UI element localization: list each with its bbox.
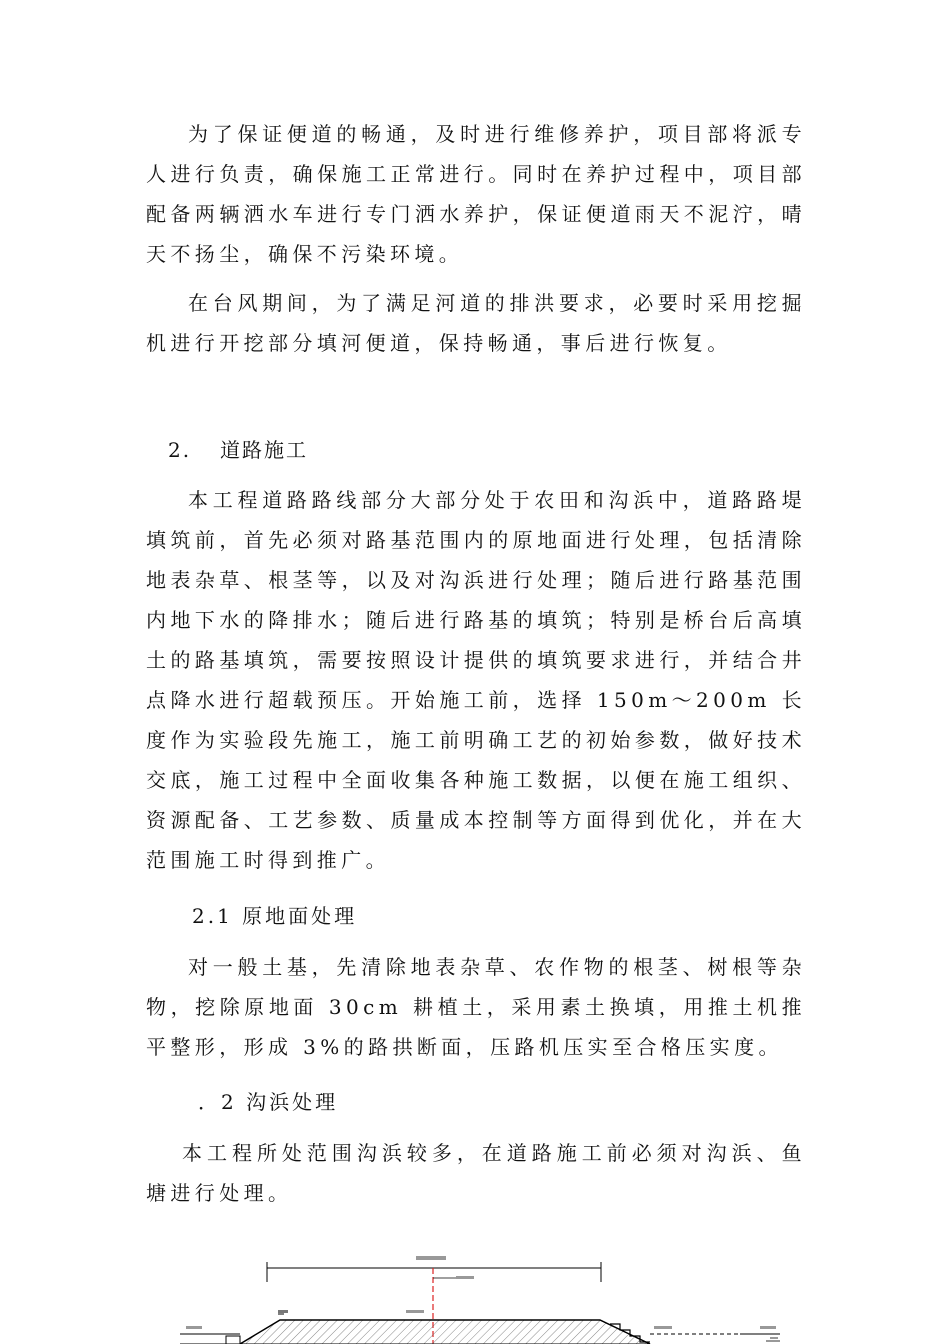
left-ground [180, 1326, 240, 1344]
cross-section-svg [180, 1248, 820, 1344]
paragraph-road-maintenance: 为了保证便道的畅通，及时进行维修养护，项目部将派专人进行负责，确保施工正常进行。同时在养护过程中，项目部配备两辆洒水车进行专门洒水养护，保证便道雨天不泥泞，晴天不扬尘，确保不污染环境。 [146, 122, 806, 266]
road-cross-section-drawing [180, 1248, 820, 1344]
section-number: 2. [168, 438, 192, 462]
paragraph-typhoon-period: 在台风期间，为了满足河道的排洪要求，必要时采用挖掘机进行开挖部分填河便道，保持畅通，事后进行恢复。 [146, 291, 806, 355]
embankment [240, 1310, 650, 1344]
paragraph-road-construction-overview: 本工程道路路线部分大部分处于农田和沟浜中，道路路堤填筑前，首先必须对路基范围内的原地面进行处理，包括清除地表杂草、根茎等，以及对沟浜进行处理；随后进行路基范围内地下水的降排水；随后进行路基的填筑；特别是桥台后高填土的路基填筑，需要按照设计提供的填筑要求进行，并结合井点降水进行超载预压。开始施工前，选择 150m～200m 长度作为实验段先施工，施工前明确工艺的初始参数，做好技术交底，施工过程中全面收集各种施工数据，以便在施工组织、资源配备、工艺参数、质量成本控制等方面得到优化，并在大范围施工时得到推广。 [146, 488, 806, 872]
section-title: 道路施工 [220, 438, 308, 462]
subsection-heading-ground-treatment: 2.1 原地面处理 [192, 904, 358, 928]
paragraph-ditch-treatment: 本工程所处范围沟浜较多，在道路施工前必须对沟浜、鱼塘进行处理。 [146, 1141, 806, 1205]
section-heading-road-construction [168, 430, 308, 470]
subsection-heading-ditch-treatment: ．2 沟浜处理 [198, 1090, 339, 1114]
paragraph-ground-treatment: 对一般土基，先清除地表杂草、农作物的根茎、树根等杂物，挖除原地面 30cm 耕植土，采用素土换填，用推土机推平整形，形成 3%的路拱断面，压路机压实至合格压实度。 [146, 955, 806, 1059]
